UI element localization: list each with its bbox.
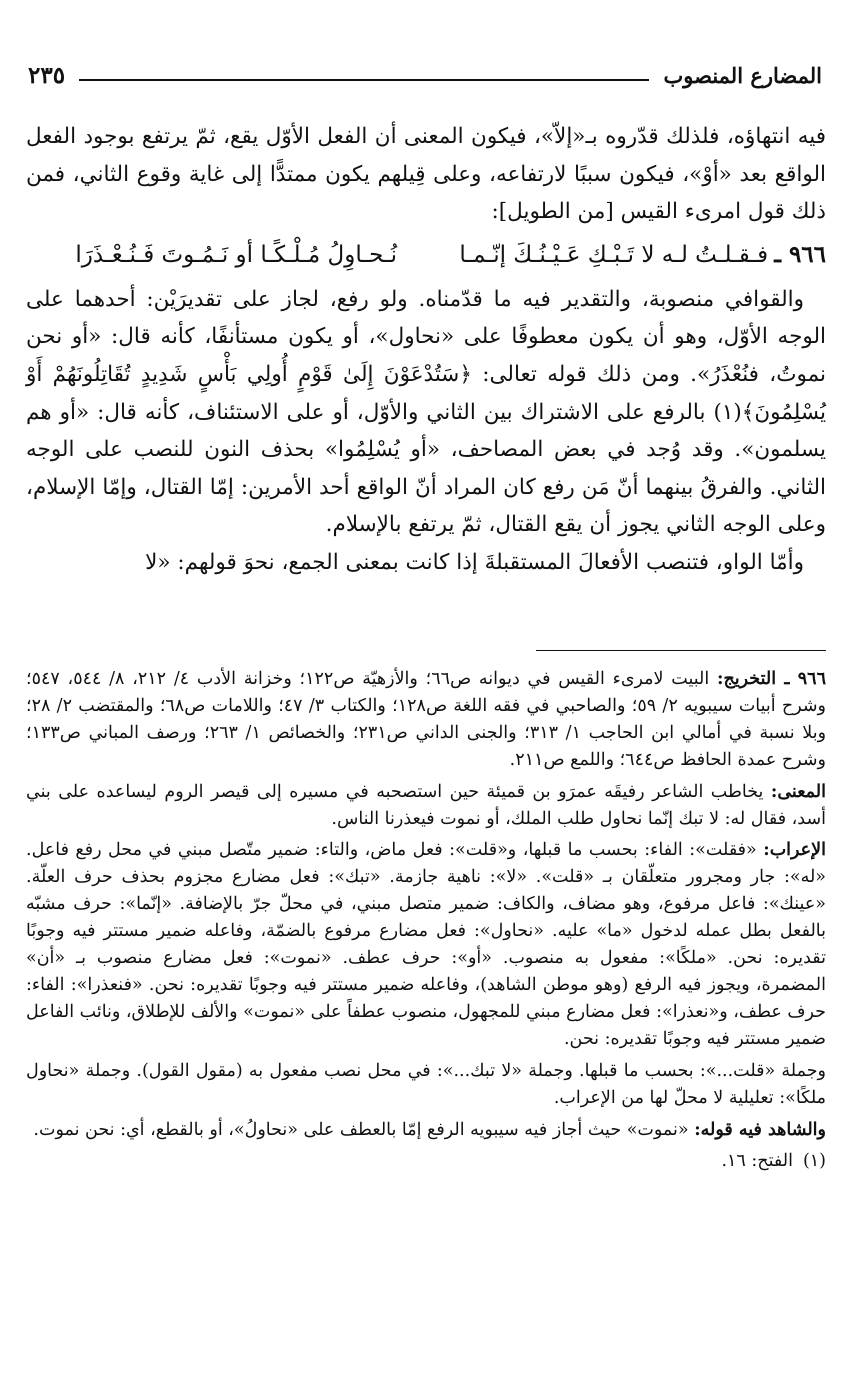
verse-number: ٩٦٦ ـ (774, 240, 826, 268)
paragraph-1: فيه انتهاؤه، فلذلك قدّروه بـ«إلاّ»، فيكون المعنى أن الفعل الأوّل يقع، ثمّ يرتفع بوجود الفعل الواقع بعد «أوْ»، فيكون سببًا لارتفاعه، وعلى قِيلهم يكون ممتدًّا إلى غاية وقوع الثاني، فمن ذلك قول امرىء القيس [من الطويل]: (26, 124, 826, 225)
note-takhrij-text: البيت لامرىء القيس في ديوانه ص٦٦؛ والأزهيّة ص١٢٢؛ وخزانة الأدب ٤/ ٢١٢، ٨/ ٥٤٤، ٥٤٧؛ وشرح أبيات سيبويه ٢/ ٥٩؛ والصاحبي في فقه اللغة ص١٢٨؛ والكتاب ٣/ ٤٧؛ واللامات ص٦٨؛ والمقتضب ٢/ ٢٨؛ وبلا نسبة في أمالي ابن الحاجب ١/ ٣١٣؛ والجنى الداني ص٢٣١؛ والخصائص ١/ ٢٦٣؛ ورصف المباني ص١٣٣؛ وشرح عمدة الحافظ ص٦٤٤؛ واللمع ص٢١١. (26, 669, 827, 770)
note-shahid (26, 1117, 826, 1144)
main-text (26, 118, 826, 582)
note-takhrij-label: ٩٦٦ ـ التخريج: (717, 669, 826, 689)
note-jumla: وجملة «قلت...»: بحسب ما قبلها. وجملة «لا تبك...»: في محل نصب مفعول به (مقول القول). وجملة «نحاول ملكًا»: تعليلية لا محلّ لها من الإعراب. (26, 1060, 826, 1108)
header-rule (79, 79, 649, 81)
note-irab-text: «فقلت»: الفاء: بحسب ما قبلها، و«قلت»: فعل ماض، والتاء: ضمير متّصل مبني في محل رفع فاعل. «له»: جار ومجرور متعلّقان بـ «قلت». «لا»: ناهية جازمة. «تبك»: فعل مضارع مجزوم بحذف حرف العلّة. «عينك»: فاعل مرفوع، وهو مضاف، والكاف: ضمير متصل مبني، في محلّ جرّ بالإضافة. «إنّما»: حرف مشبّه بالفعل بطل عمله لدخول «ما» عليه. «نحاول»: فعل مضارع مرفوع بالضمّة، وفاعله ضمير مستتر فيه وجوبًا تقديره: نحن. «ملكًا»: مفعول به منصوب. «أو»: حرف عطف. «نموت»: فعل مضارع منصوب بـ «أن» المضمرة، ويجوز فيه الرفع (وهو موطن الشاهد)، وفاعله ضمير مستتر فيه وجوبًا تقديره: نحن. «فنعذرا»: الفاء: حرف عطف، و«نعذرا»: فعل مضارع مبني للمجهول، منصوب عطفاً على «نموت» والألف للإطلاق، ونائب الفاعل ضمير مستتر فيه وجوبًا تقديره: نحن. (26, 840, 826, 1049)
note-shahid-text: «نموت» حيث أجاز فيه سيبويه الرفع إمّا بالعطف على «نحاولُ»، أو بالقطع، أي: نحن نموت. (33, 1119, 689, 1140)
note-shahid-label: والشاهد فيه قوله: (694, 1119, 826, 1140)
footnote-marker: (١) (802, 1151, 826, 1172)
note-meaning-label: المعنى: (770, 781, 826, 802)
note-meaning (26, 779, 826, 833)
note-takhrij (26, 666, 826, 774)
poetry-verse (26, 235, 826, 275)
footnotes (26, 666, 826, 1175)
chapter-title: المضارع المنصوب (663, 62, 822, 88)
paragraph-3: وأمّا الواو، فتنصب الأفعالَ المستقبلةَ إذا كانت بمعنى الجمع، نحوَ قولهم: «لا (145, 549, 804, 575)
footnote-1 (26, 1148, 826, 1175)
footnote-text: الفتح: ١٦. (721, 1151, 793, 1172)
note-irab (26, 837, 826, 1052)
page-number: ٢٣٥ (28, 61, 66, 89)
verse-first-hemistich: فـقـلـتُ لـه لا تَـبْـكِ عَـيْـنُـكَ إنّـمـا (459, 241, 769, 268)
verse-second-hemistich: نُـحـاوِلُ مُـلْـكًـا أو نَـمُـوتَ فَـنُـعْـذَرَا (75, 241, 398, 268)
running-header (28, 58, 822, 92)
note-meaning-text: يخاطب الشاعر رفيقَه عمرَو بن قميئة حين استصحبه في مسيره إلى قيصر الروم ليساعده على بني أسد، فقال له: لا تبك إنّما نحاول طلب الملك، أو نموت فيعذرنا الناس. (26, 781, 826, 829)
paragraph-2: والقوافي منصوبة، والتقدير فيه ما قدّمناه. ولو رفع، لجاز على تقديرَيْن: أحدهما على الوجه الأوّل، وهو أن يكون معطوفًا على «نحاول»، أو يكون مستأنفًا، كأنه قال: «أو نحن نموتُ، فنُعْذَرُ». ومن ذلك قوله تعالى: ﴿سَتُدْعَوْنَ إِلَىٰ قَوْمٍ أُولِي بَأْسٍ شَدِيدٍ تُقَاتِلُونَهُمْ أَوْ يُسْلِمُونَ﴾(١) بالرفع على الاشتراك بين الثاني والأوّل، أو على الاستئناف، كأنه قال: «أو هم يسلمون». وقد وُجد في بعض المصاحف، «أو يُسْلِمُوا» بحذف النون للنصب على الوجه الثاني. والفرقُ بينهما أنّ مَن رفع كان المراد أنّ الواقع أحد الأمرين: إمّا القتال، وإمّا الإسلام، وعلى الوجه الثاني يجوز أن يقع القتال، ثمّ يرتفع بالإسلام. (26, 286, 826, 538)
footnote-divider (536, 650, 826, 651)
note-irab-label: الإعراب: (763, 840, 826, 861)
